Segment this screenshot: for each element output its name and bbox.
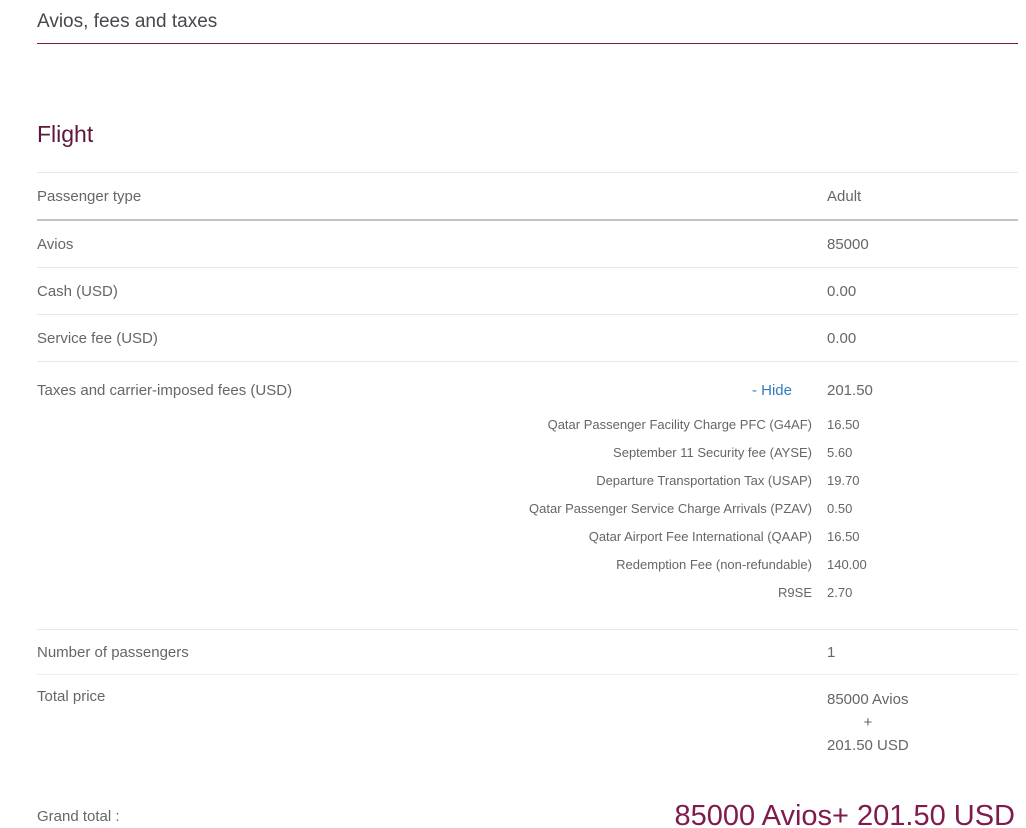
tax-item <box>37 438 1018 466</box>
tax-item-label: Departure Transportation Tax (USAP) <box>596 472 812 488</box>
grand-total-label: Grand total : <box>37 807 120 825</box>
tax-items-list <box>37 410 1018 606</box>
tax-item-value: 0.50 <box>827 500 853 516</box>
total-price-plus: + <box>863 714 873 731</box>
total-price-value <box>827 688 1018 757</box>
service-fee-value: 0.00 <box>827 329 857 347</box>
tax-item-label: September 11 Security fee (AYSE) <box>613 444 812 460</box>
taxes-total-value: 201.50 <box>827 382 873 399</box>
page-title: Avios, fees and taxes <box>37 0 1018 44</box>
tax-item-value: 16.50 <box>827 528 860 544</box>
avios-label: Avios <box>37 235 74 253</box>
tax-item <box>37 550 1018 578</box>
passengers-label: Number of passengers <box>37 643 189 661</box>
tax-item-value: 5.60 <box>827 444 853 460</box>
fare-table <box>37 172 1018 773</box>
flight-section-heading: Flight <box>37 121 94 147</box>
tax-item-label: Qatar Passenger Service Charge Arrivals (PZAV) <box>529 500 812 516</box>
tax-item-label: R9SE <box>778 584 812 600</box>
cash-label: Cash (USD) <box>37 282 118 300</box>
service-fee-label: Service fee (USD) <box>37 329 158 347</box>
passengers-value: 1 <box>827 643 836 661</box>
tax-item <box>37 578 1018 606</box>
table-row-taxes <box>37 362 1018 630</box>
cash-value: 0.00 <box>827 282 857 300</box>
table-row-passengers <box>37 630 1018 675</box>
taxes-head <box>37 382 1018 399</box>
grand-total-value: 85000 Avios+ 201.50 USD <box>674 800 1015 828</box>
tax-item-label: Qatar Airport Fee International (QAAP) <box>588 528 812 544</box>
passenger-type-header: Passenger type <box>37 187 142 205</box>
grand-total-row <box>37 799 1018 828</box>
tax-item-value: 16.50 <box>827 416 860 432</box>
tax-item-label: Qatar Passenger Facility Charge PFC (G4AF) <box>547 416 812 432</box>
tax-item <box>37 410 1018 438</box>
avios-value: 85000 <box>827 235 869 253</box>
total-price-avios: 85000 Avios <box>827 691 909 708</box>
hide-taxes-link[interactable]: - Hide <box>751 382 792 399</box>
taxes-label: Taxes and carrier-imposed fees (USD) <box>37 382 293 399</box>
tax-item-label: Redemption Fee (non-refundable) <box>616 556 812 572</box>
table-row-total-price <box>37 675 1018 773</box>
tax-item <box>37 466 1018 494</box>
total-price-cash: 201.50 USD <box>827 737 909 754</box>
table-row-service-fee <box>37 315 1018 362</box>
taxes-label-wrap <box>37 382 827 399</box>
table-row-cash <box>37 268 1018 315</box>
total-price-label: Total price <box>37 688 106 705</box>
passenger-type-value: Adult <box>827 187 862 205</box>
table-row-avios <box>37 221 1018 268</box>
total-price-stack <box>827 688 909 757</box>
tax-item <box>37 522 1018 550</box>
tax-item-value: 19.70 <box>827 472 860 488</box>
tax-item-value: 2.70 <box>827 584 853 600</box>
tax-item-value: 140.00 <box>827 556 867 572</box>
table-header-row <box>37 173 1018 221</box>
tax-item <box>37 494 1018 522</box>
